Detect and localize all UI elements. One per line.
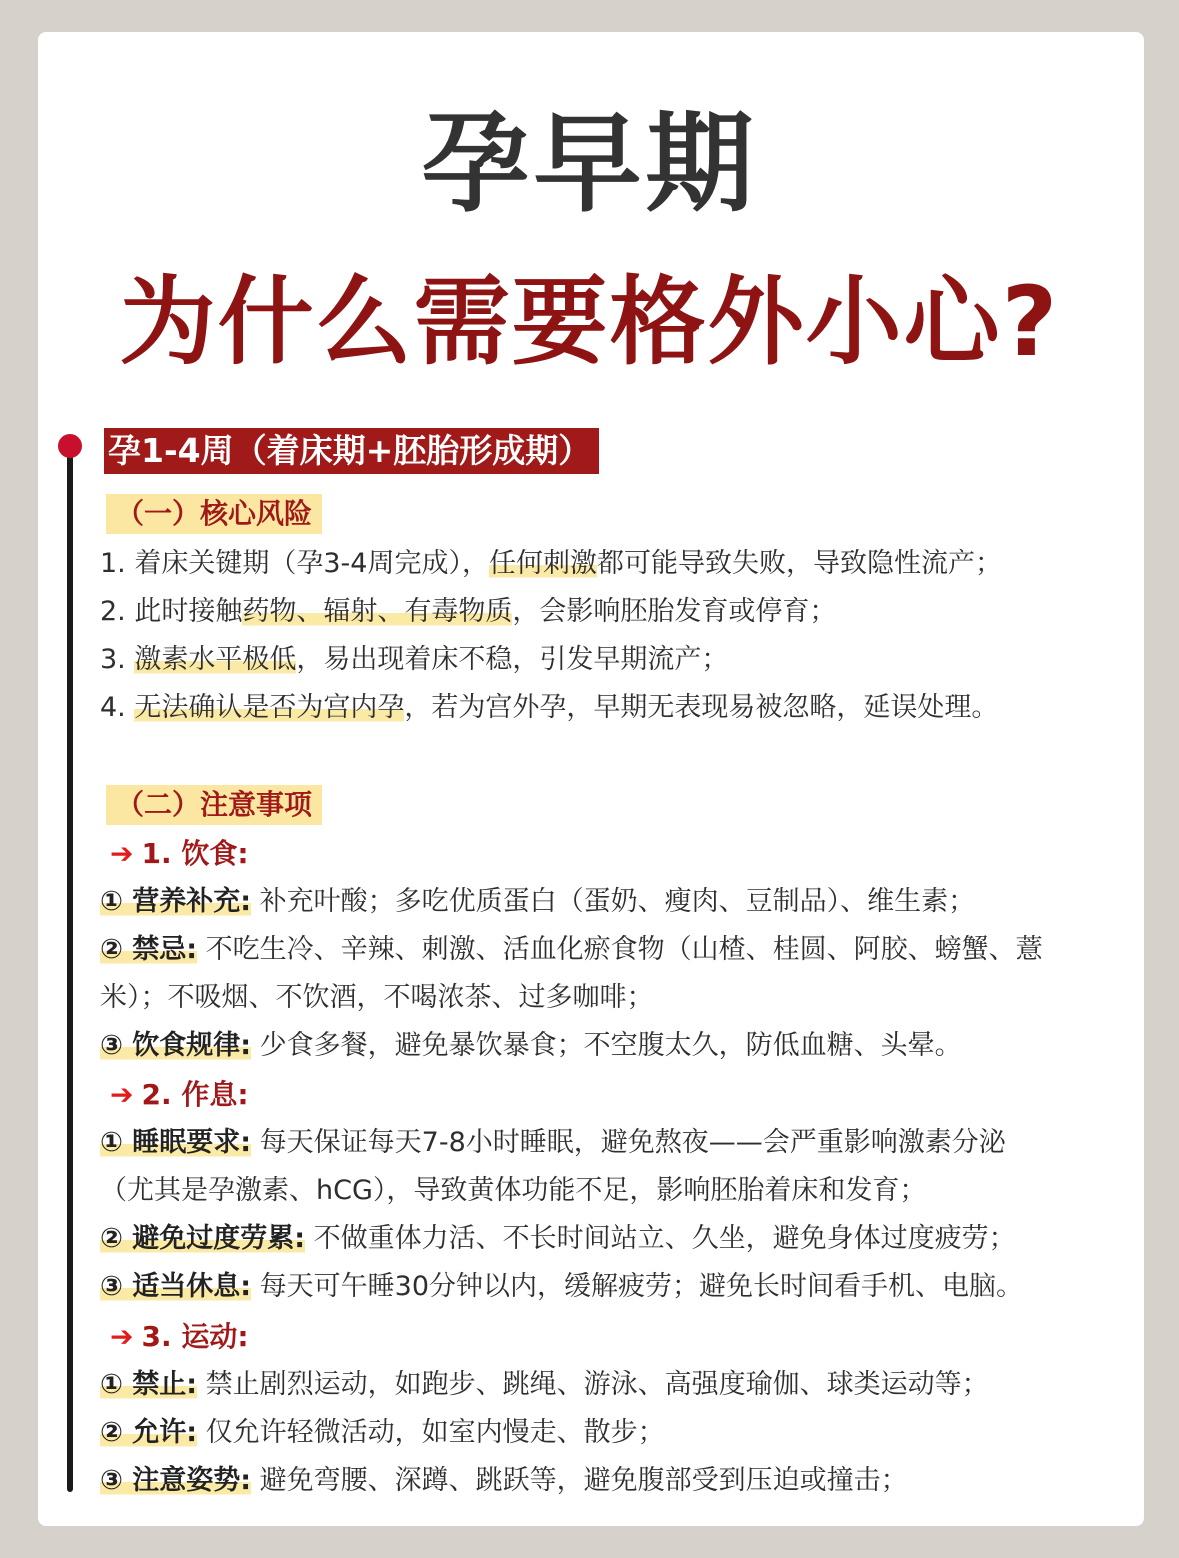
exercise-item-3: ③ 注意姿势: 避免弯腰、深蹲、跳跃等，避免腹部受到压迫或撞击； — [100, 1465, 908, 1496]
rest-heading: ➔ 2. 作息: — [110, 1075, 249, 1115]
red-arrow-icon: ➔ — [110, 1078, 134, 1111]
page-title: 孕早期 — [421, 102, 758, 227]
rest-item-2: ② 避免过度劳累: 不做重体力活、不长时间站立、久坐，避免身体过度疲劳； — [100, 1223, 1016, 1254]
diet-item-3: ③ 饮食规律: 少食多餐，避免暴饮暴食；不空腹太久，防低血糖、头晕。 — [100, 1030, 962, 1061]
rest-item-3: ③ 适当休息: 每天可午睡30分钟以内，缓解疲劳；避免长时间看手机、电脑。 — [100, 1271, 1024, 1302]
risk-item-1: 1. 着床关键期（孕3-4周完成），任何刺激都可能导致失败，导致隐性流产； — [100, 548, 1002, 579]
exercise-item-1: ① 禁止: 禁止剧烈运动，如跑步、跳绳、游泳、高强度瑜伽、球类运动等； — [100, 1369, 989, 1400]
page-subtitle: 为什么需要格外小心? — [119, 266, 1060, 378]
risk-item-4: 4. 无法确认是否为宫内孕，若为宫外孕，早期无表现易被忽略，延误处理。 — [100, 692, 999, 723]
timeline-dot — [58, 434, 82, 458]
diet-item-2-cont: 米）；不吸烟、不饮酒，不喝浓茶、过多咖啡； — [100, 982, 654, 1013]
rest-item-1-cont: （尤其是孕激素、hCG），导致黄体功能不足，影响胚胎着床和发育； — [100, 1175, 927, 1206]
diet-item-2: ② 禁忌: 不吃生冷、辛辣、刺激、活血化瘀食物（山楂、桂圆、阿胶、螃蟹、薏 — [100, 934, 1043, 965]
red-arrow-icon: ➔ — [110, 837, 134, 870]
exercise-item-2: ② 允许: 仅允许轻微活动，如室内慢走、散步； — [100, 1417, 665, 1448]
rest-item-1: ① 睡眠要求: 每天保证每天7-8小时睡眠，避免熬夜——会严重影响激素分泌 — [100, 1127, 1006, 1158]
diet-item-1: ① 营养补充: 补充叶酸；多吃优质蛋白（蛋奶、瘦肉、豆制品）、维生素； — [100, 886, 976, 917]
exercise-heading: ➔ 3. 运动: — [110, 1317, 249, 1357]
period-label: 孕1-4周（着床期+胚胎形成期） — [104, 428, 599, 474]
diet-heading: ➔ 1. 饮食: — [110, 834, 249, 874]
notes-heading: （二）注意事项 — [106, 785, 322, 825]
risk-item-2: 2. 此时接触药物、辐射、有毒物质，会影响胚胎发育或停育； — [100, 596, 837, 627]
risk-heading: （一）核心风险 — [106, 494, 322, 534]
risk-item-3: 3. 激素水平极低，易出现着床不稳，引发早期流产； — [100, 644, 729, 675]
timeline-line — [67, 452, 73, 1492]
red-arrow-icon: ➔ — [110, 1320, 134, 1353]
